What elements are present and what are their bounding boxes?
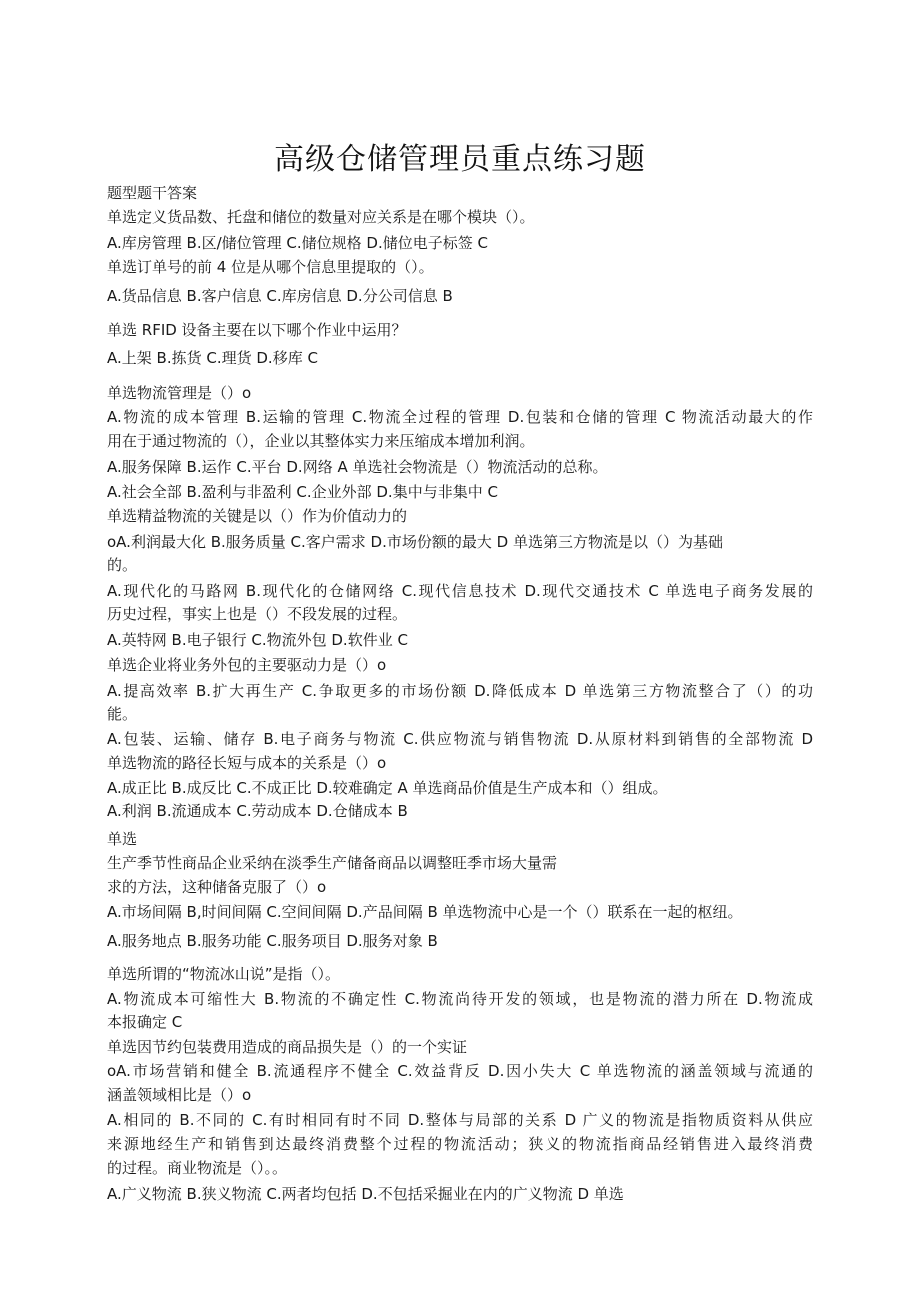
text-line: 题型题干答案 bbox=[107, 184, 198, 202]
text-line: A.现代化的马路网 B.现代化的仓储网络 C.现代信息技术 D.现代交通技术 C 单选电子商务发展的 bbox=[107, 582, 813, 600]
text-line: 单选物流的路径长短与成本的关系是（）o bbox=[107, 754, 387, 772]
text-line: 单选订单号的前 4 位是从哪个信息里提取的（）。 bbox=[107, 258, 434, 276]
text-line: A.物流成本可缩性大 B.物流的不确定性 C.物流尚待开发的领域，也是物流的潜力所在 D.物流成 bbox=[107, 990, 813, 1008]
text-line: 单选 bbox=[107, 830, 138, 848]
text-line: 单选 RFID 设备主要在以下哪个作业中运用？ bbox=[107, 321, 407, 339]
text-line: A.成正比 B.成反比 C.不成正比 D.较难确定 A 单选商品价值是生产成本和（）组成。 bbox=[107, 779, 668, 797]
text-line: 的过程。商业物流是（）。。 bbox=[107, 1159, 288, 1177]
text-line: A.利润 B.流通成本 C.劳动成本 D.仓储成本 B bbox=[107, 802, 408, 820]
text-line: 本报确定 C bbox=[107, 1013, 183, 1031]
text-line: 单选物流管理是（）o bbox=[107, 384, 252, 402]
text-line: 来源地经生产和销售到达最终消费整个过程的物流活动；狭义的物流指商品经销售进入最终消费 bbox=[107, 1135, 813, 1153]
text-line: A.服务保障 B.运作 C.平台 D.网络 A 单选社会物流是（）物流活动的总称。 bbox=[107, 458, 608, 476]
text-line: 用在于通过物流的（），企业以其整体实力来压缩成本增加利润。 bbox=[107, 432, 535, 450]
text-line: A.英特网 B.电子银行 C.物流外包 D.软件业 C bbox=[107, 631, 408, 649]
text-line: A.提高效率 B.扩大再生产 C.争取更多的市场份额 D.降低成本 D 单选第三方物流整合了（）的功 bbox=[107, 682, 813, 700]
text-line: 能。 bbox=[107, 705, 138, 723]
document-title: 高级仓储管理员重点练习题 bbox=[274, 142, 646, 177]
text-line: 生产季节性商品企业采纳在淡季生产储备商品以调整旺季市场大量需 bbox=[107, 854, 558, 872]
text-line: A.社会全部 B.盈利与非盈利 C.企业外部 D.集中与非集中 C bbox=[107, 483, 498, 501]
text-line: 历史过程，事实上也是（）不段发展的过程。 bbox=[107, 605, 408, 623]
text-line: A.服务地点 B.服务功能 C.服务项目 D.服务对象 B bbox=[107, 932, 438, 950]
text-line: 单选定义货品数、托盘和储位的数量对应关系是在哪个模块（）。 bbox=[107, 208, 535, 226]
text-line: A.货品信息 B.客户信息 C.库房信息 D.分公司信息 B bbox=[107, 287, 453, 305]
text-line: 的。 bbox=[107, 556, 138, 574]
text-line: A.物流的成本管理 B.运输的管理 C.物流全过程的管理 D.包装和仓储的管理 C 物流活动最大的作 bbox=[107, 408, 813, 426]
text-line: A.市场间隔 B,时间间隔 C.空间间隔 D.产品间隔 B 单选物流中心是一个（）联系在一起的枢纽。 bbox=[107, 903, 743, 921]
text-line: 单选所谓的“物流冰山说”是指（）。 bbox=[107, 965, 341, 983]
text-line: A.广义物流 B.狭义物流 C.两者均包括 D.不包括采掘业在内的广义物流 D 单选 bbox=[107, 1185, 624, 1203]
text-line: oA.利润最大化 B.服务质量 C.客户需求 D.市场份额的最大 D 单选第三方物流是以（）为基础 bbox=[107, 533, 723, 551]
text-line: 单选企业将业务外包的主要驱动力是（）o bbox=[107, 656, 387, 674]
text-line: 涵盖领域相比是（）o bbox=[107, 1086, 252, 1104]
text-line: oA.市场营销和健全 B.流通程序不健全 C.效益背反 D.因小失大 C 单选物流的涵盖领域与流通的 bbox=[107, 1062, 813, 1080]
text-line: A.库房管理 B.区/储位管理 C.储位规格 D.储位电子标签 C bbox=[107, 234, 488, 252]
text-line: A.相同的 B.不同的 C.有时相同有时不同 D.整体与局部的关系 D 广义的物流是指物质资料从供应 bbox=[107, 1111, 813, 1129]
text-line: 单选精益物流的关键是以（）作为价值动力的 bbox=[107, 507, 408, 525]
text-line: A.上架 B.拣货 C.理货 D.移库 C bbox=[107, 349, 318, 367]
text-line: A.包装、运输、储存 B.电子商务与物流 C.供应物流与销售物流 D.从原材料到销售的全部物流 D bbox=[107, 730, 813, 748]
text-line: 单选因节约包装费用造成的商品损失是（）的一个实证 bbox=[107, 1038, 468, 1056]
text-line: 求的方法，这种储备克服了（）o bbox=[107, 878, 327, 896]
